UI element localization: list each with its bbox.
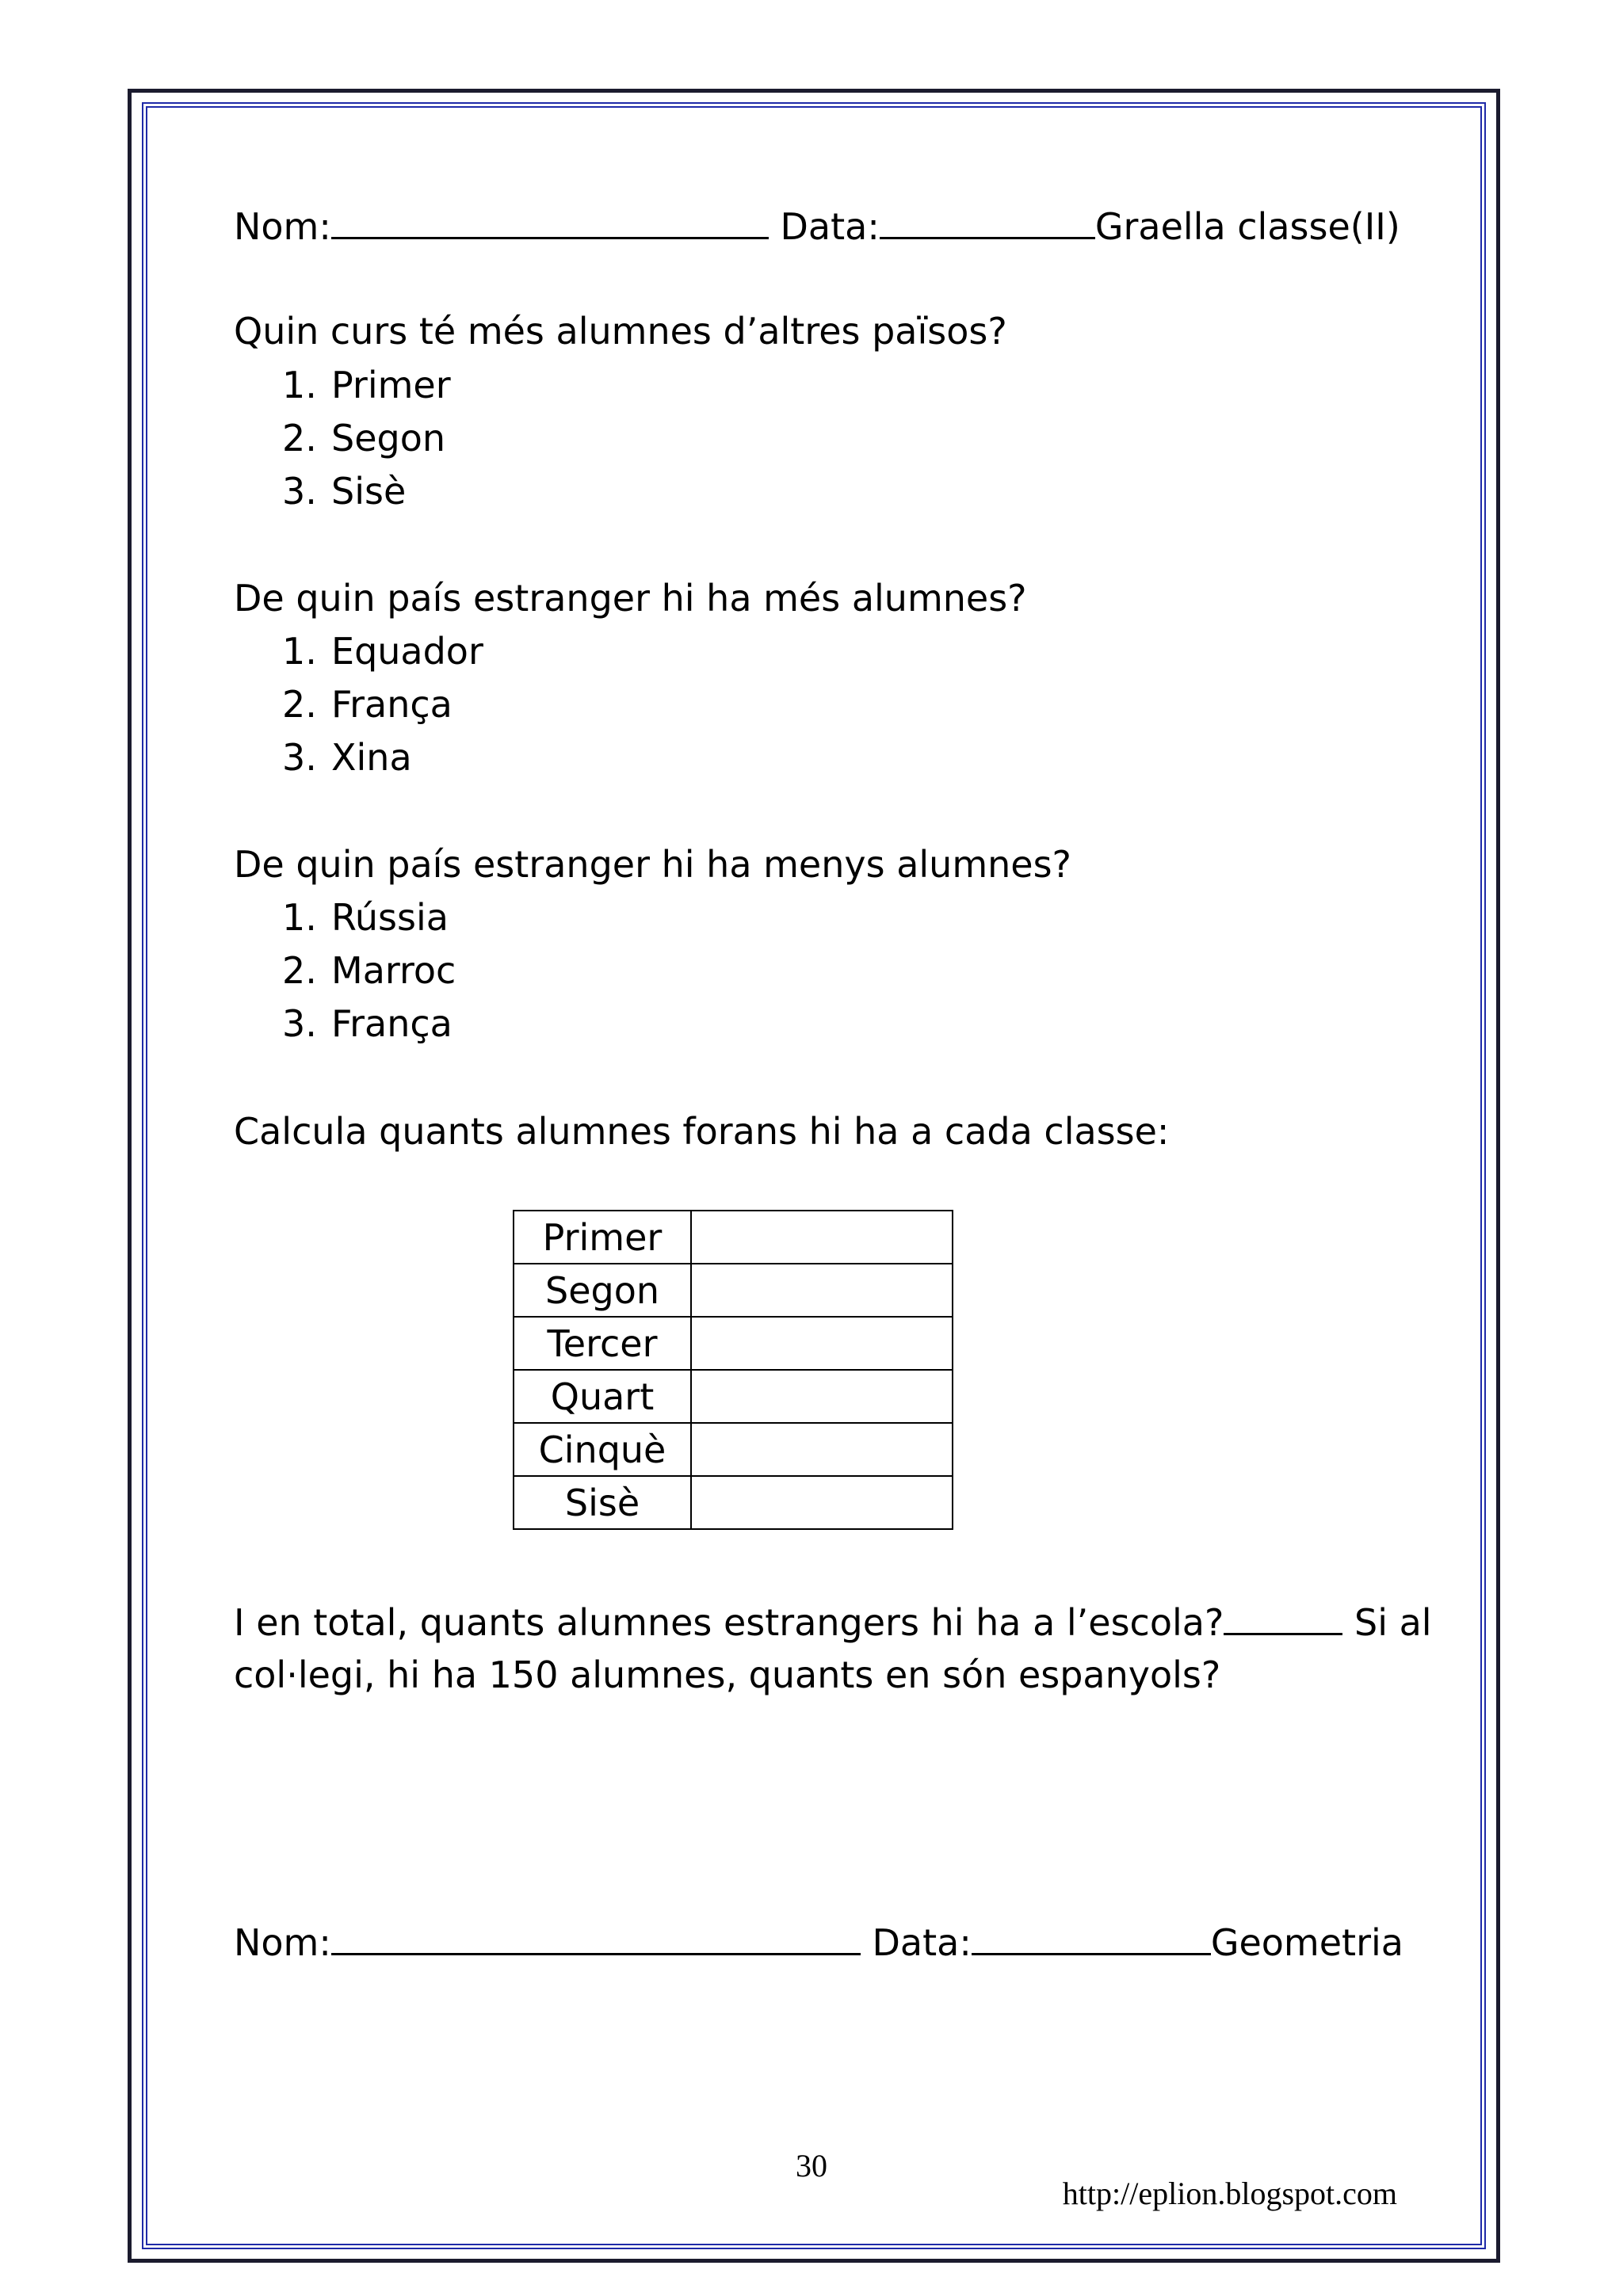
table-row [514, 1370, 953, 1423]
answer-cell[interactable] [691, 1211, 953, 1264]
worksheet-title: Geometria [1210, 1921, 1403, 1964]
table-row [514, 1423, 953, 1476]
calc-prompt: Calcula quants alumnes forans hi ha a cada classe: [234, 1110, 1170, 1153]
date-label: Data: [872, 1921, 972, 1964]
question-2: De quin país estranger hi ha més alumnes? [234, 577, 1027, 620]
answer-cell[interactable] [691, 1317, 953, 1370]
footer-url[interactable]: http://eplion.blogspot.com [1062, 2176, 1397, 2211]
class-label: Cinquè [514, 1423, 691, 1476]
answer-cell[interactable] [691, 1423, 953, 1476]
table-row [514, 1211, 953, 1264]
table-row [514, 1264, 953, 1317]
name-blank[interactable] [331, 1918, 861, 1955]
date-blank[interactable] [972, 1918, 1211, 1955]
date-label: Data: [780, 205, 880, 248]
class-label: Tercer [514, 1317, 691, 1370]
list-item[interactable]: 3. França [282, 1002, 453, 1045]
class-count-table [513, 1210, 953, 1530]
table-row [514, 1317, 953, 1370]
answer-cell[interactable] [691, 1264, 953, 1317]
list-item[interactable]: 2. Segon [282, 417, 445, 460]
answer-cell[interactable] [691, 1476, 953, 1529]
question-1: Quin curs té més alumnes d’altres països? [234, 310, 1007, 353]
list-item[interactable]: 1. Rússia [282, 896, 449, 939]
list-item[interactable]: 1. Equador [282, 630, 483, 673]
class-label: Sisè [514, 1476, 691, 1529]
class-label: Primer [514, 1211, 691, 1264]
class-label: Quart [514, 1370, 691, 1423]
name-blank[interactable] [331, 202, 769, 239]
worksheet-title: Graella classe(II) [1094, 205, 1400, 248]
worksheet-header [234, 202, 1400, 250]
list-item[interactable]: 3. Xina [282, 736, 412, 779]
list-item[interactable]: 2. França [282, 683, 453, 726]
name-label: Nom: [234, 1921, 331, 1964]
class-label: Segon [514, 1264, 691, 1317]
list-item[interactable]: 2. Marroc [282, 949, 456, 992]
total-blank[interactable] [1224, 1598, 1342, 1635]
question-3: De quin país estranger hi ha menys alumnes? [234, 843, 1071, 886]
total-question-line-2: col·legi, hi ha 150 alumnes, quants en són espanyols? [234, 1653, 1221, 1696]
list-item[interactable]: 1. Primer [282, 364, 451, 406]
name-label: Nom: [234, 205, 331, 248]
page-number: 30 [796, 2148, 827, 2183]
total-question-line-1: I en total, quants alumnes estrangers hi ha a l’escola? Si al [234, 1598, 1432, 1646]
worksheet-header-2 [234, 1918, 1403, 1966]
list-item[interactable]: 3. Sisè [282, 470, 407, 513]
table-row [514, 1476, 953, 1529]
answer-cell[interactable] [691, 1370, 953, 1423]
date-blank[interactable] [880, 202, 1095, 239]
